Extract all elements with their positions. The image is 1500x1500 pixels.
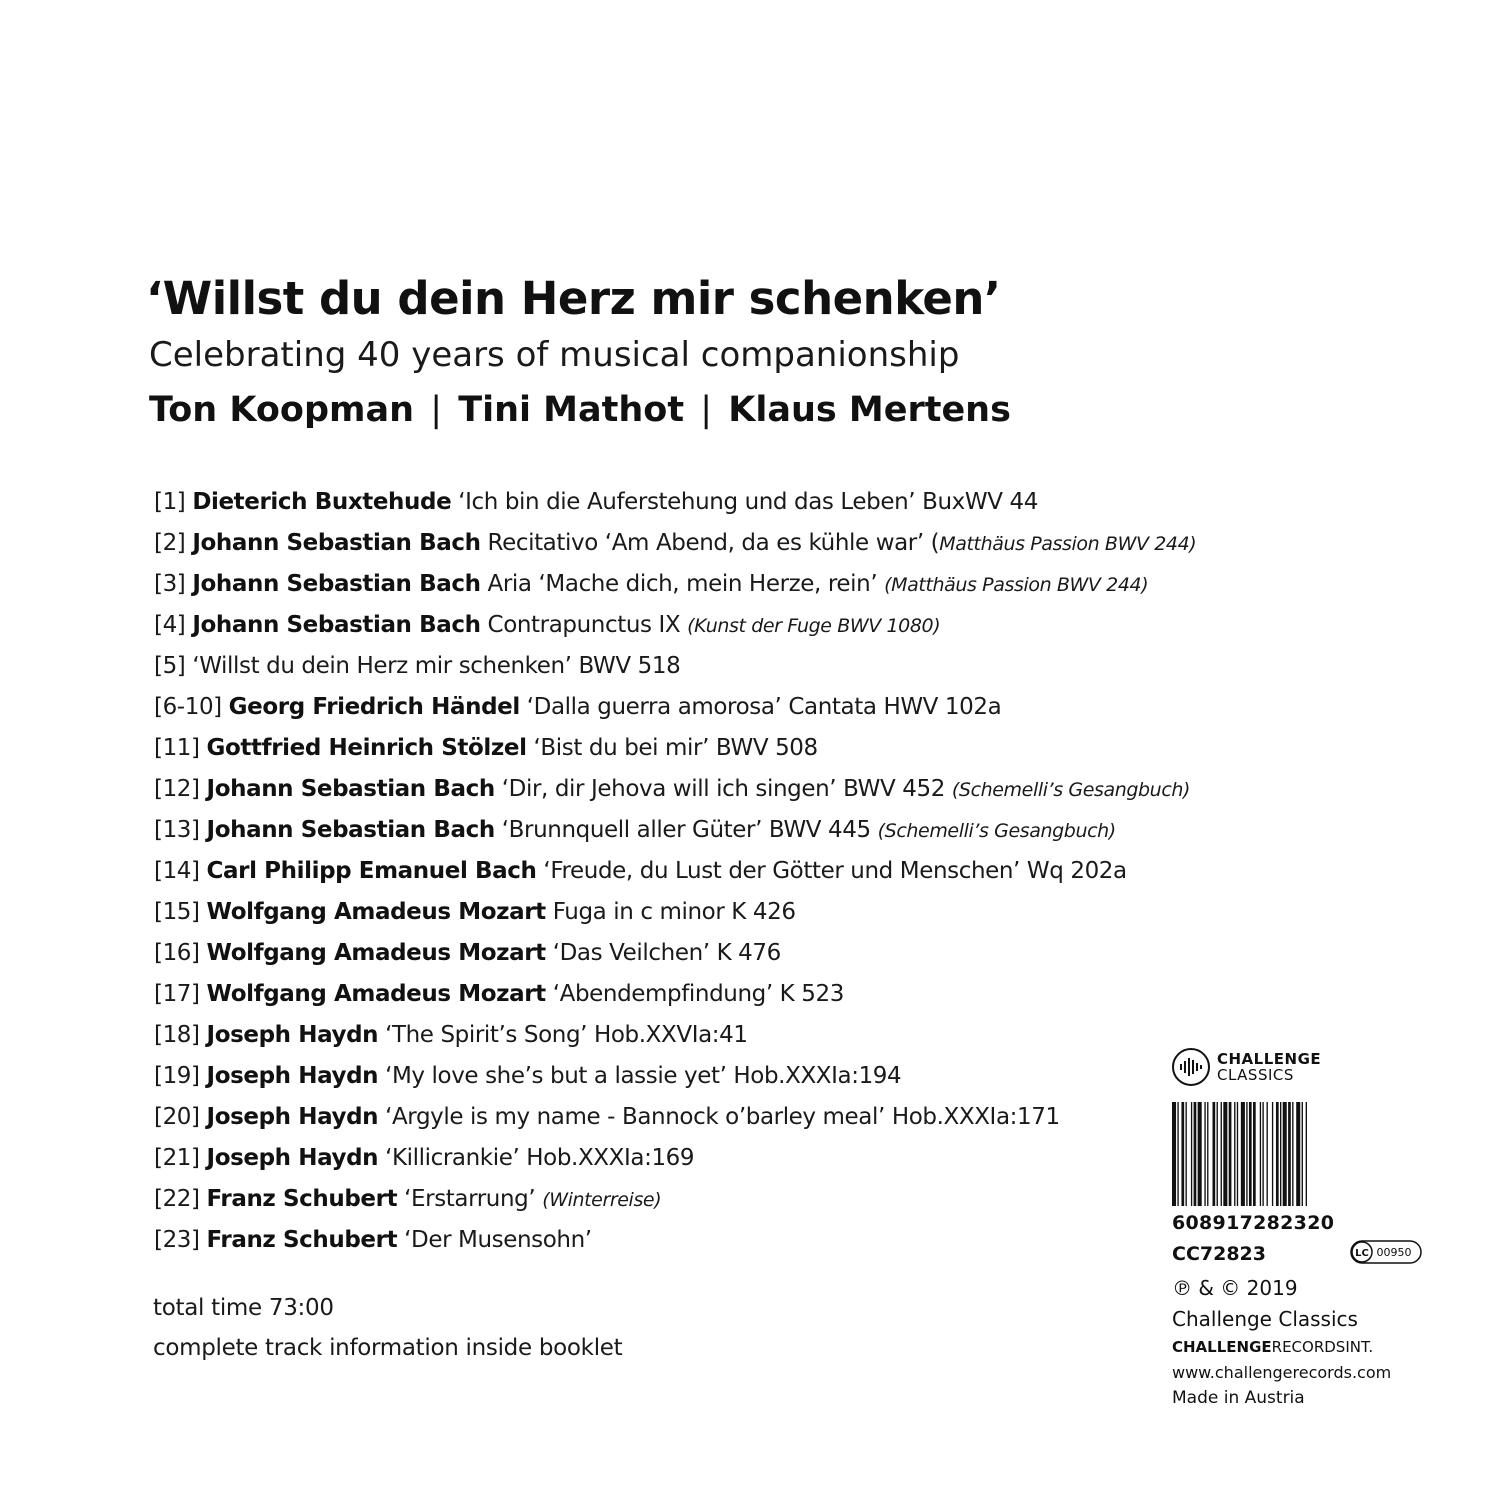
track-number: [23] (154, 1227, 200, 1253)
track-composer: Wolfgang Amadeus Mozart (206, 899, 546, 925)
track-row (154, 605, 1196, 646)
track-composer: Franz Schubert (206, 1227, 398, 1253)
catalog-number: CC72823 (1172, 1243, 1266, 1265)
track-work: ‘Abendempfindung’ K 523 (552, 981, 844, 1007)
barcode (1172, 1102, 1342, 1206)
album-subtitle: Celebrating 40 years of musical companionship (149, 335, 960, 375)
track-work: ‘Ich bin die Auferstehung und das Leben’ BuxWV 44 (458, 489, 1038, 515)
track-work: ‘Erstarrung’ (404, 1186, 536, 1212)
performer-name: Ton Koopman (149, 390, 415, 430)
track-number: [19] (154, 1063, 200, 1089)
track-composer: Carl Philipp Emanuel Bach (206, 858, 537, 884)
barcode-bar (1292, 1102, 1293, 1206)
barcode-bar (1260, 1102, 1261, 1206)
barcode-bar (1177, 1102, 1178, 1206)
track-number: [1] (154, 489, 186, 515)
track-composer: Joseph Haydn (206, 1145, 379, 1171)
track-work: ‘Freude, du Lust der Götter und Menschen’ Wq 202a (543, 858, 1127, 884)
track-work: ‘Killicrankie’ Hob.XXXIa:169 (385, 1145, 695, 1171)
track-work: Fuga in c minor K 426 (552, 899, 796, 925)
track-row (154, 1015, 1196, 1056)
barcode-bar (1272, 1102, 1273, 1206)
track-work: ‘The Spirit’s Song’ Hob.XXVIa:41 (385, 1022, 748, 1048)
track-row (154, 523, 1196, 564)
track-number: [15] (154, 899, 200, 925)
track-row (154, 564, 1196, 605)
performer-name: Tini Mathot (458, 390, 685, 430)
barcode-bar (1280, 1102, 1281, 1206)
track-source: (Kunst der Fuge BWV 1080) (687, 615, 941, 637)
track-number: [21] (154, 1145, 200, 1171)
copyright: ℗ & © 2019 (1172, 1276, 1298, 1300)
track-composer: Johann Sebastian Bach (192, 571, 481, 597)
made-in: Made in Austria (1172, 1388, 1305, 1408)
track-number: [18] (154, 1022, 200, 1048)
lc-number: 00950 (1376, 1246, 1412, 1259)
barcode-bar (1283, 1102, 1287, 1206)
track-composer: Johann Sebastian Bach (206, 776, 495, 802)
barcode-bar (1204, 1102, 1205, 1206)
track-row (154, 974, 1196, 1015)
barcode-bar (1207, 1102, 1208, 1206)
track-number: [5] (154, 653, 186, 679)
performer-name: Klaus Mertens (728, 390, 1011, 430)
track-number: [11] (154, 735, 200, 761)
barcode-bar (1246, 1102, 1247, 1206)
total-time: total time 73:00 (153, 1295, 334, 1321)
barcode-bar (1276, 1102, 1279, 1206)
track-row (154, 1056, 1196, 1097)
website: www.challengerecords.com (1172, 1363, 1392, 1382)
logo-line2: CLASSICS (1217, 1065, 1294, 1084)
track-number: [12] (154, 776, 200, 802)
logo-line1: CHALLENGE (1217, 1049, 1322, 1068)
track-list (154, 482, 1196, 1261)
track-row (154, 1220, 1196, 1261)
company-name: Challenge Classics (1172, 1307, 1358, 1331)
barcode-bar (1288, 1102, 1291, 1206)
track-composer: Georg Friedrich Händel (228, 694, 520, 720)
track-composer: Franz Schubert (206, 1186, 398, 1212)
track-composer: Joseph Haydn (206, 1022, 379, 1048)
track-number: [4] (154, 612, 186, 638)
track-source: Matthäus Passion BWV 244) (939, 533, 1197, 555)
performers (149, 390, 1011, 430)
sound-bars-circle-icon (1172, 1048, 1210, 1086)
track-work: ‘Brunnquell aller Güter’ BWV 445 (501, 817, 871, 843)
track-number: [6-10] (154, 694, 222, 720)
track-work: ‘Argyle is my name - Bannock o’barley meal’ Hob.XXXIa:171 (385, 1104, 1060, 1130)
lc-code-badge (1350, 1240, 1422, 1264)
track-work: ‘Bist du bei mir’ BWV 508 (533, 735, 818, 761)
track-work: ‘Der Musensohn’ (404, 1227, 592, 1253)
track-work: ‘Willst du dein Herz mir schenken’ BWV 518 (192, 653, 681, 679)
barcode-bar (1267, 1102, 1268, 1206)
track-row (154, 1138, 1196, 1179)
performer-separator: | (700, 390, 713, 430)
barcode-bar (1229, 1102, 1232, 1206)
track-row (154, 482, 1196, 523)
track-work: ‘Dalla guerra amorosa’ Cantata HWV 102a (526, 694, 1002, 720)
barcode-bar (1181, 1102, 1184, 1206)
barcode-bar (1249, 1102, 1252, 1206)
barcode-bar (1194, 1102, 1197, 1206)
track-row (154, 933, 1196, 974)
performer-separator: | (430, 390, 443, 430)
track-number: [14] (154, 858, 200, 884)
track-source: (Schemelli’s Gesangbuch) (951, 779, 1191, 801)
track-composer: Wolfgang Amadeus Mozart (206, 981, 546, 1007)
barcode-bar (1223, 1102, 1227, 1206)
track-work: Recitativo ‘Am Abend, da es kühle war’ ( (487, 530, 940, 556)
track-composer: Joseph Haydn (206, 1063, 379, 1089)
track-row (154, 1179, 1196, 1220)
track-number: [22] (154, 1186, 200, 1212)
barcode-bar (1217, 1102, 1218, 1206)
barcode-bar (1237, 1102, 1238, 1206)
track-composer: Dieterich Buxtehude (192, 489, 452, 515)
track-work: ‘My love she’s but a lassie yet’ Hob.XXXIa:194 (385, 1063, 902, 1089)
track-row (154, 851, 1196, 892)
track-number: [3] (154, 571, 186, 597)
track-composer: Johann Sebastian Bach (192, 530, 481, 556)
barcode-bar (1234, 1102, 1235, 1206)
barcode-bar (1306, 1102, 1307, 1206)
track-composer: Wolfgang Amadeus Mozart (206, 940, 546, 966)
track-row (154, 810, 1196, 851)
track-composer: Johann Sebastian Bach (206, 817, 495, 843)
records-rest: RECORDSINT. (1271, 1338, 1374, 1356)
track-row (154, 728, 1196, 769)
track-work: Contrapunctus IX (487, 612, 681, 638)
track-work: Aria ‘Mache dich, mein Herze, rein’ (487, 571, 878, 597)
booklet-note: complete track information inside booklet (153, 1335, 623, 1361)
track-number: [13] (154, 817, 200, 843)
barcode-bar (1221, 1102, 1222, 1206)
records-logo (1172, 1338, 1373, 1356)
label-logo (1172, 1048, 1321, 1086)
track-row (154, 646, 1196, 687)
track-number: [2] (154, 530, 186, 556)
track-composer: Gottfried Heinrich Stölzel (206, 735, 527, 761)
track-number: [16] (154, 940, 200, 966)
ean-number: 608917282320 (1172, 1212, 1335, 1234)
track-row (154, 687, 1196, 728)
track-number: [20] (154, 1104, 200, 1130)
track-row (154, 892, 1196, 933)
track-source: (Schemelli’s Gesangbuch) (877, 820, 1116, 842)
track-work: ‘Das Veilchen’ K 476 (552, 940, 781, 966)
barcode-bar (1191, 1102, 1192, 1206)
barcode-bar (1198, 1102, 1202, 1206)
track-number: [17] (154, 981, 200, 1007)
track-composer: Joseph Haydn (206, 1104, 379, 1130)
records-bold: CHALLENGE (1172, 1338, 1272, 1356)
album-title: ‘Willst du dein Herz mir schenken’ (146, 272, 1001, 325)
lc-label: LC (1355, 1248, 1369, 1259)
track-source: (Winterreise) (542, 1189, 662, 1211)
barcode-bar (1172, 1102, 1176, 1206)
barcode-bar (1262, 1102, 1263, 1206)
track-row (154, 769, 1196, 810)
track-source: (Matthäus Passion BWV 244) (884, 574, 1149, 596)
barcode-bar (1302, 1102, 1303, 1206)
barcode-bar (1186, 1102, 1187, 1206)
barcode-bar (1296, 1102, 1300, 1206)
barcode-bar (1241, 1102, 1245, 1206)
barcode-bar (1253, 1102, 1256, 1206)
track-composer: Johann Sebastian Bach (192, 612, 481, 638)
track-row (154, 1097, 1196, 1138)
barcode-bar (1213, 1102, 1216, 1206)
track-work: ‘Dir, dir Jehova will ich singen’ BWV 452 (501, 776, 945, 802)
